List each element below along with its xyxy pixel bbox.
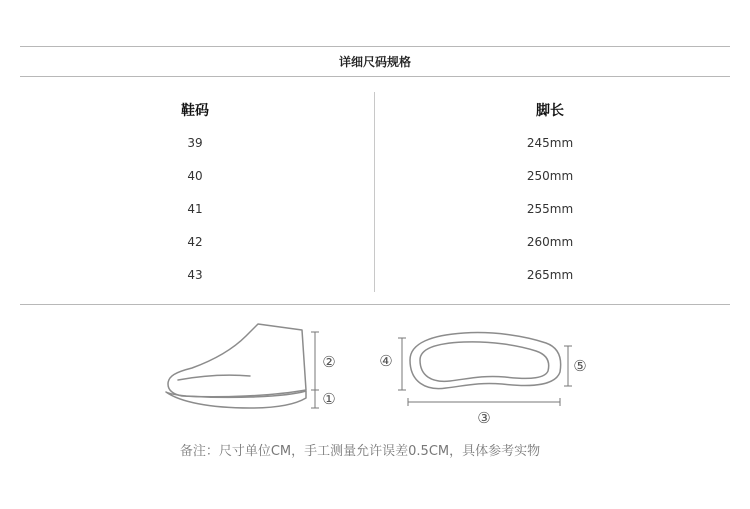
marker-2: ② [322,353,336,371]
shoe-size-cell: 39 [187,136,203,150]
marker-5: ⑤ [573,357,587,375]
table-title: 详细尺码规格 [338,55,411,69]
shoe-size-cell: 43 [187,268,203,282]
foot-length-cell: 265mm [526,268,574,282]
shoe-size-cell: 41 [187,202,203,216]
foot-length-cell: 260mm [526,235,574,249]
shoe-size-cell: 40 [187,169,203,183]
header-foot-length: 脚长 [536,103,564,119]
shoe-side-toe-line [178,375,250,380]
shoe-size-cell: 42 [187,235,203,249]
foot-length-cell: 245mm [526,136,574,150]
foot-length-cell: 255mm [526,202,574,216]
footnote: 备注：尺寸单位CM，手工测量允许误差0.5CM，具体参考实物 [179,444,541,459]
header-shoe-size: 鞋码 [181,103,209,119]
marker-4: ④ [379,352,393,370]
marker-1: ① [322,390,336,408]
foot-length-cell: 250mm [526,169,574,183]
marker-3: ③ [477,409,491,427]
shoe-side-outline [168,324,306,397]
shoe-sole-inner [420,342,549,381]
